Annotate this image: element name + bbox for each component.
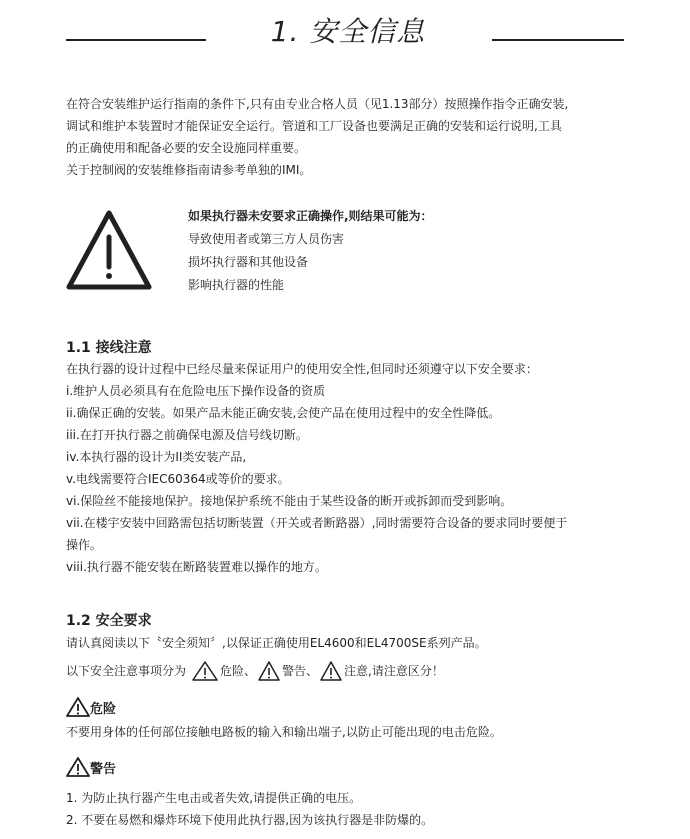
header-rule-left (66, 39, 206, 41)
intro-paragraph (66, 93, 636, 181)
warning-item: 1. 为防止执行器产生电击或者失效,请提供正确的电压。 (66, 791, 362, 805)
wiring-notes (66, 358, 636, 578)
page-title: 1. 安全信息 (270, 15, 426, 48)
wiring-line: iv.本执行器的设计为II类安装产品, (66, 450, 247, 464)
safety-intro: 请认真阅读以下〝安全须知〞,以保证正确使用EL4600和EL4700SE系列产品。 (66, 636, 487, 650)
danger-label: 危险 (90, 702, 117, 717)
wiring-line: 在执行器的设计过程中已经尽量来保证用户的使用安全性,但同时还须遵守以下安全要求： (66, 362, 538, 376)
consequence-list (188, 205, 433, 297)
hazard-legend (66, 660, 444, 682)
wiring-line: i.维护人员必须具有在危险电压下操作设备的资质 (66, 384, 326, 398)
warning-item: 2. 不要在易燃和爆炸环境下使用此执行器,因为该执行器是非防爆的。 (66, 813, 434, 827)
legend-danger: 危险、 (220, 664, 257, 678)
danger-label-row (66, 697, 116, 717)
warning-items (66, 787, 636, 831)
warning-triangle-small-icon (258, 661, 280, 681)
danger-text: 不要用身体的任何部位接触电路板的输入和输出端子,以防止可能出现的电击危险。 (66, 725, 502, 739)
wiring-line: v.电线需要符合IEC60364或等价的要求。 (66, 472, 290, 486)
warning-label-icon (66, 757, 90, 777)
header-rule-right (492, 39, 624, 41)
warning-label-row (66, 757, 116, 777)
warning-triangle-icon (66, 209, 152, 291)
intro-line: 关于控制阀的安装维修指南请参考单独的IMI。 (66, 163, 312, 177)
wiring-line: iii.在打开执行器之前确保电源及信号线切断。 (66, 428, 308, 442)
consequence-heading: 如果执行器未安要求正确操作,则结果可能为： (188, 209, 433, 223)
page-header (0, 14, 690, 50)
legend-caution: 注意,请注意区分！ (344, 664, 444, 678)
wiring-line: 操作。 (66, 538, 103, 552)
legend-prefix: 以下安全注意事项分为 (66, 664, 187, 678)
caution-triangle-icon (320, 661, 342, 681)
intro-line: 的正确使用和配备必要的安全设施同样重要。 (66, 141, 307, 155)
wiring-line: ii.确保正确的安装。如果产品未能正确安装,会使产品在使用过程中的安全性降低。 (66, 406, 501, 420)
wiring-line: viii.执行器不能安装在断路装置难以操作的地方。 (66, 560, 327, 574)
warning-label: 警告 (90, 762, 117, 777)
legend-warning: 警告、 (282, 664, 319, 678)
wiring-line: vi.保险丝不能接地保护。接地保护系统不能由于某些设备的断开或拆卸而受到影响。 (66, 494, 513, 508)
danger-label-icon (66, 697, 90, 717)
intro-line: 调试和维护本装置时才能保证安全运行。管道和工厂设备也要满足正确的安装和运行说明,工具 (66, 119, 562, 133)
section-heading-safety: 1.2 安全要求 (66, 613, 152, 629)
intro-line: 在符合安装维护运行指南的条件下,只有由专业合格人员（见1.13部分）按照操作指令正确安装, (66, 97, 569, 111)
consequence-item: 导致使用者或第三方人员伤害 (188, 232, 345, 246)
section-heading-wiring: 1.1 接线注意 (66, 340, 152, 356)
consequence-item: 损坏执行器和其他设备 (188, 255, 309, 269)
consequence-item: 影响执行器的性能 (188, 278, 285, 292)
danger-triangle-icon (192, 661, 218, 681)
wiring-line: vii.在楼宇安装中回路需包括切断装置（开关或者断路器）,同时需要符合设备的要求同时要便于 (66, 516, 568, 530)
